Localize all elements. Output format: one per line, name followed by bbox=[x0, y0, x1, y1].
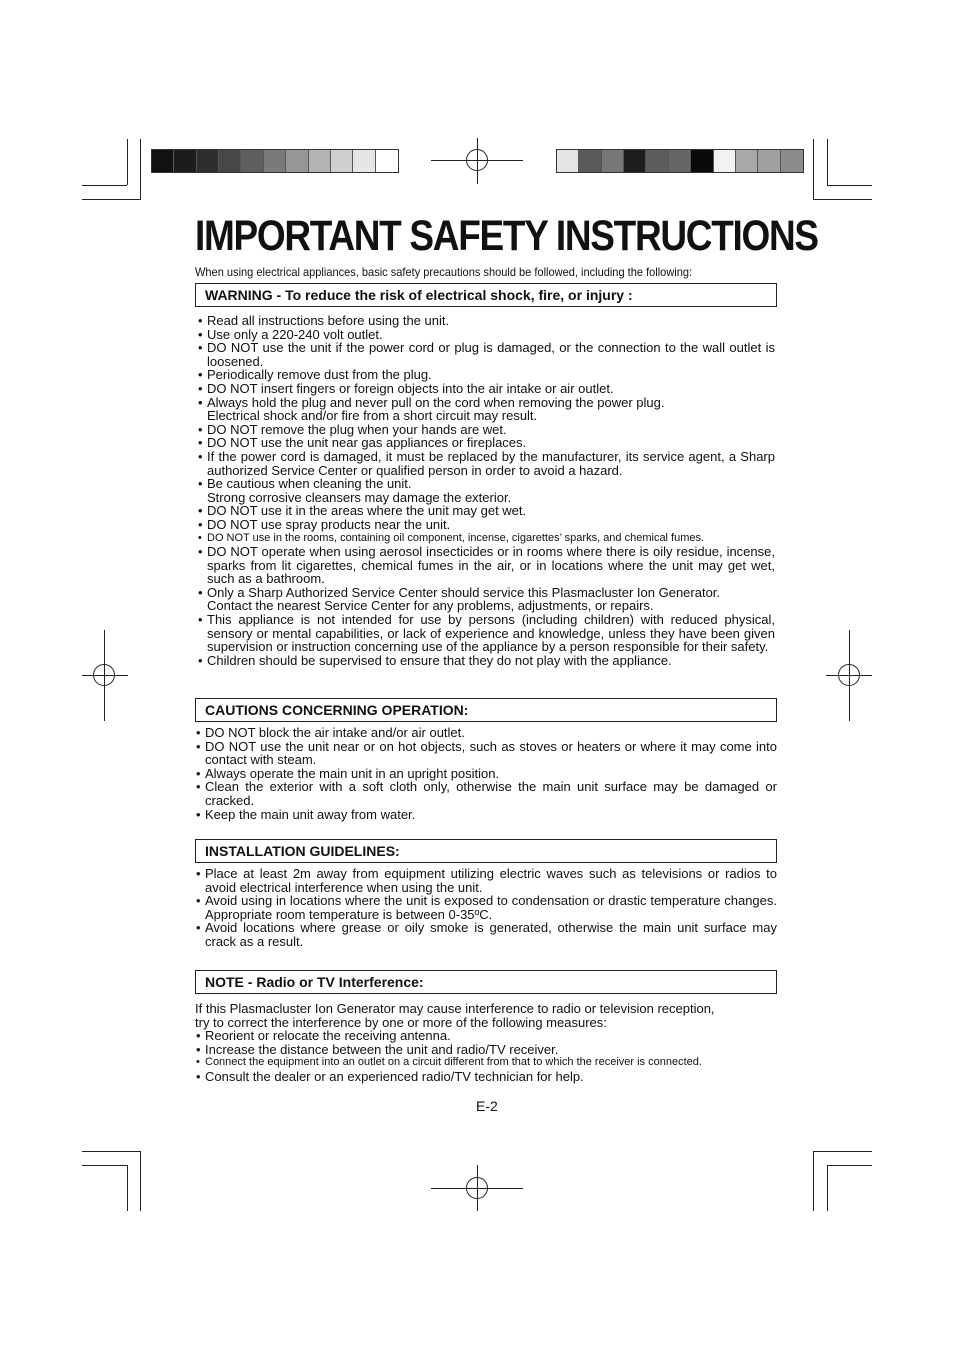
crop-mark bbox=[140, 139, 141, 200]
warning-list bbox=[197, 314, 775, 667]
list-item: • DO NOT use the unit near or on hot objects, such as stoves or heaters or where it may come into contact with steam. bbox=[195, 740, 777, 767]
list-item-continuation: Strong corrosive cleansers may damage the exterior. bbox=[207, 489, 512, 505]
crop-mark bbox=[82, 1151, 140, 1152]
list-item: • DO NOT operate when using aerosol insecticides or in rooms where there is oily residue, incense, sparks from lit cigarettes, chemical fumes in the air, or in locations where the unit may get wet, such as a bathroom. bbox=[197, 545, 775, 586]
list-item: • DO NOT use the unit near gas appliances or fireplaces. bbox=[197, 436, 775, 450]
list-item: • DO NOT block the air intake and/or air outlet. bbox=[195, 726, 777, 740]
list-item: • DO NOT remove the plug when your hands are wet. bbox=[197, 423, 775, 437]
list-item: • Place at least 2m away from equipment utilizing electric waves such as televisions or radios to avoid electrical interference when using the unit. bbox=[195, 867, 777, 894]
gray-swatch bbox=[219, 150, 241, 172]
list-item: • DO NOT use spray products near the unit. bbox=[197, 518, 775, 532]
installation-heading: INSTALLATION GUIDELINES: bbox=[195, 839, 777, 863]
list-item: • Periodically remove dust from the plug. bbox=[197, 368, 775, 382]
gray-swatch bbox=[781, 150, 803, 172]
crop-mark bbox=[140, 1151, 141, 1211]
grayscale-bar-right bbox=[556, 149, 804, 173]
list-item: • DO NOT use the unit if the power cord or plug is damaged, or the connection to the wall outlet is loosened. bbox=[197, 341, 775, 368]
gray-swatch bbox=[691, 150, 713, 172]
page-title: IMPORTANT SAFETY INSTRUCTIONS bbox=[195, 212, 818, 260]
crop-mark bbox=[827, 139, 828, 185]
list-item: • Connect the equipment into an outlet on a circuit different from that to which the receiver is connected. bbox=[195, 1056, 777, 1070]
note-list bbox=[195, 1002, 777, 1084]
registration-circle-icon bbox=[466, 1177, 488, 1199]
gray-swatch bbox=[714, 150, 736, 172]
gray-swatch bbox=[579, 150, 601, 172]
crop-mark bbox=[813, 139, 814, 200]
crop-mark bbox=[827, 185, 872, 186]
gray-swatch bbox=[376, 150, 398, 172]
crop-mark bbox=[127, 139, 128, 185]
registration-circle-icon bbox=[93, 664, 115, 686]
list-item: • Increase the distance between the unit and radio/TV receiver. bbox=[195, 1043, 777, 1057]
registration-circle-icon bbox=[466, 149, 488, 171]
list-item: • Keep the main unit away from water. bbox=[195, 808, 777, 822]
list-item: • If the power cord is damaged, it must be replaced by the manufacturer, its service agent, a Sharp authorized Service Center or qualified person in order to avoid a hazard. bbox=[197, 450, 775, 477]
note-intro: try to correct the interference by one or more of the following measures: bbox=[195, 1014, 607, 1030]
gray-swatch bbox=[286, 150, 308, 172]
list-item: • Read all instructions before using the unit. bbox=[197, 314, 775, 328]
crop-mark bbox=[813, 1151, 814, 1211]
crop-mark bbox=[813, 199, 872, 200]
list-item: • Reorient or relocate the receiving antenna. bbox=[195, 1029, 777, 1043]
list-item: • Use only a 220-240 volt outlet. bbox=[197, 328, 775, 342]
gray-swatch bbox=[152, 150, 174, 172]
list-item: • DO NOT use it in the areas where the unit may get wet. bbox=[197, 504, 775, 518]
gray-swatch bbox=[736, 150, 758, 172]
gray-swatch bbox=[197, 150, 219, 172]
list-item: • This appliance is not intended for use by persons (including children) with reduced physical, sensory or mental capabilities, or lack of experience and knowledge, unless they have been given supervision or instruction concerning use of the appliance by a person responsible for their safety. bbox=[197, 613, 775, 654]
list-item: • Avoid using in locations where the unit is exposed to condensation or drastic temperature changes. Appropriate room temperature is between 0-35ºC. bbox=[195, 894, 777, 921]
list-item: • Children should be supervised to ensure that they do not play with the appliance. bbox=[197, 654, 775, 668]
list-item: • Consult the dealer or an experienced radio/TV technician for help. bbox=[195, 1070, 777, 1084]
registration-circle-icon bbox=[838, 664, 860, 686]
intro-text: When using electrical appliances, basic safety precautions should be followed, including the following: bbox=[195, 265, 693, 279]
note-heading: NOTE - Radio or TV Interference: bbox=[195, 970, 777, 994]
list-item: • Always hold the plug and never pull on the cord when removing the power plug. bbox=[197, 396, 775, 410]
list-item: • Be cautious when cleaning the unit. bbox=[197, 477, 775, 491]
crop-mark bbox=[82, 199, 140, 200]
list-item-continuation: Contact the nearest Service Center for any problems, adjustments, or repairs. bbox=[207, 598, 654, 614]
grayscale-bar-left bbox=[151, 149, 399, 173]
gray-swatch bbox=[602, 150, 624, 172]
gray-swatch bbox=[669, 150, 691, 172]
gray-swatch bbox=[241, 150, 263, 172]
crop-mark bbox=[813, 1151, 872, 1152]
page-number: E-2 bbox=[476, 1098, 498, 1114]
gray-swatch bbox=[758, 150, 780, 172]
crop-mark bbox=[82, 1165, 127, 1166]
crop-mark bbox=[827, 1165, 872, 1166]
note-intro: If this Plasmacluster Ion Generator may cause interference to radio or television reception, bbox=[195, 1001, 715, 1016]
gray-swatch bbox=[309, 150, 331, 172]
gray-swatch bbox=[331, 150, 353, 172]
cautions-list bbox=[195, 726, 777, 821]
gray-swatch bbox=[264, 150, 286, 172]
list-item: • DO NOT use in the rooms, containing oil component, incense, cigarettes’ sparks, and chemical fumes. bbox=[197, 532, 775, 546]
list-item: • Clean the exterior with a soft cloth only, otherwise the main unit surface may be damaged or cracked. bbox=[195, 780, 777, 807]
warning-heading: WARNING - To reduce the risk of electrical shock, fire, or injury : bbox=[195, 283, 777, 307]
gray-swatch bbox=[353, 150, 375, 172]
list-item: • DO NOT insert fingers or foreign objects into the air intake or air outlet. bbox=[197, 382, 775, 396]
list-item: • Always operate the main unit in an upright position. bbox=[195, 767, 777, 781]
installation-list bbox=[195, 867, 777, 949]
gray-swatch bbox=[174, 150, 196, 172]
list-item: • Avoid locations where grease or oily smoke is generated, otherwise the main unit surface may crack as a result. bbox=[195, 921, 777, 948]
list-item-continuation: Electrical shock and/or fire from a short circuit may result. bbox=[207, 408, 538, 424]
crop-mark bbox=[827, 1165, 828, 1211]
crop-mark bbox=[82, 185, 127, 186]
gray-swatch bbox=[624, 150, 646, 172]
gray-swatch bbox=[557, 150, 579, 172]
crop-mark bbox=[127, 1165, 128, 1211]
gray-swatch bbox=[646, 150, 668, 172]
cautions-heading: CAUTIONS CONCERNING OPERATION: bbox=[195, 698, 777, 722]
list-item: • Only a Sharp Authorized Service Center should service this Plasmacluster Ion Generator. bbox=[197, 586, 775, 600]
